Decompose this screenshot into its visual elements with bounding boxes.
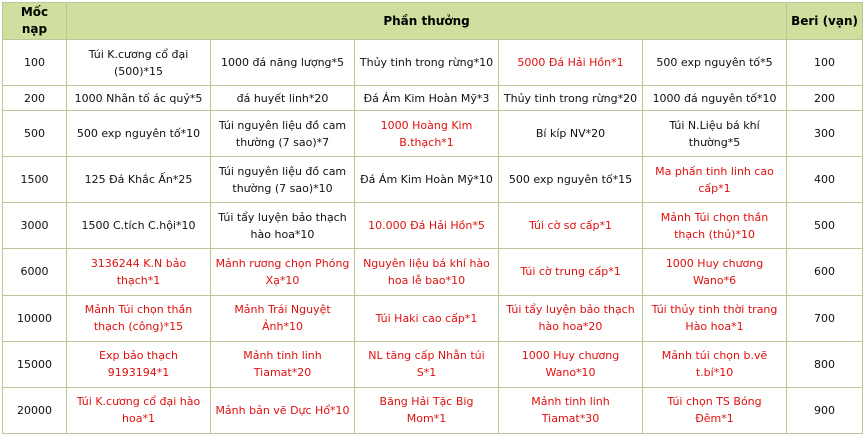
moc-nap-cell: 1500: [3, 157, 67, 203]
reward-cell: 5000 Đá Hải Hồn*1: [499, 40, 643, 86]
reward-cell: Băng Hải Tặc Big Mom*1: [355, 387, 499, 433]
table-row: [3, 295, 863, 341]
moc-nap-cell: 500: [3, 111, 67, 157]
reward-cell: Túi tẩy luyện bảo thạch hào hoa*10: [211, 203, 355, 249]
beri-cell: 200: [787, 86, 863, 111]
beri-cell: 800: [787, 341, 863, 387]
table-row: [3, 387, 863, 433]
beri-cell: 500: [787, 203, 863, 249]
reward-cell: 1500 C.tích C.hội*10: [67, 203, 211, 249]
moc-nap-cell: 15000: [3, 341, 67, 387]
reward-cell: 10.000 Đá Hải Hồn*5: [355, 203, 499, 249]
beri-cell: 300: [787, 111, 863, 157]
moc-nap-cell: 10000: [3, 295, 67, 341]
reward-cell: 1000 đá nguyên tố*10: [643, 86, 787, 111]
reward-cell: Túi K.cương cổ đại (500)*15: [67, 40, 211, 86]
reward-cell: 1000 Hoàng Kim B.thạch*1: [355, 111, 499, 157]
reward-cell: 500 exp nguyên tố*5: [643, 40, 787, 86]
reward-cell: Túi thủy tinh thời trang Hào hoa*1: [643, 295, 787, 341]
reward-cell: 3136244 K.N bảo thạch*1: [67, 249, 211, 295]
moc-nap-cell: 3000: [3, 203, 67, 249]
moc-nap-cell: 100: [3, 40, 67, 86]
reward-cell: Túi tẩy luyện bảo thạch hào hoa*20: [499, 295, 643, 341]
reward-cell: NL tăng cấp Nhẫn túi S*1: [355, 341, 499, 387]
beri-cell: 100: [787, 40, 863, 86]
moc-nap-cell: 6000: [3, 249, 67, 295]
header-beri: Beri (vạn): [787, 3, 863, 40]
reward-cell: đá huyết linh*20: [211, 86, 355, 111]
table-row: [3, 40, 863, 86]
moc-nap-cell: 20000: [3, 387, 67, 433]
reward-cell: Ma phấn tinh linh cao cấp*1: [643, 157, 787, 203]
reward-cell: Túi Haki cao cấp*1: [355, 295, 499, 341]
reward-cell: 500 exp nguyên tố*15: [499, 157, 643, 203]
reward-cell: Mảnh Túi chọn thần thạch (công)*15: [67, 295, 211, 341]
reward-cell: 1000 đá năng lượng*5: [211, 40, 355, 86]
reward-cell: Mảnh rương chọn Phóng Xạ*10: [211, 249, 355, 295]
beri-cell: 400: [787, 157, 863, 203]
reward-cell: Đá Ám Kim Hoàn Mỹ*10: [355, 157, 499, 203]
table-row: [3, 203, 863, 249]
reward-cell: Mảnh túi chọn b.vẽ t.bí*10: [643, 341, 787, 387]
reward-cell: Exp bảo thạch 9193194*1: [67, 341, 211, 387]
reward-cell: Mảnh tinh linh Tiamat*30: [499, 387, 643, 433]
table-row: [3, 111, 863, 157]
beri-cell: 900: [787, 387, 863, 433]
beri-cell: 700: [787, 295, 863, 341]
reward-cell: Túi chọn TS Bóng Đêm*1: [643, 387, 787, 433]
reward-cell: Mảnh tinh linh Tiamat*20: [211, 341, 355, 387]
reward-cell: Mảnh bản vẽ Dực Hổ*10: [211, 387, 355, 433]
rewards-table: [2, 2, 863, 434]
beri-cell: 600: [787, 249, 863, 295]
header-phan-thuong: Phần thưởng: [67, 3, 787, 40]
moc-nap-cell: 200: [3, 86, 67, 111]
header-row: [3, 3, 863, 40]
reward-cell: 500 exp nguyên tố*10: [67, 111, 211, 157]
reward-cell: Nguyên liệu bá khí hào hoa lễ bao*10: [355, 249, 499, 295]
table-row: [3, 249, 863, 295]
reward-cell: Túi N.Liệu bá khí thường*5: [643, 111, 787, 157]
reward-cell: Túi K.cương cổ đại hào hoa*1: [67, 387, 211, 433]
reward-cell: 1000 Huy chương Wano*6: [643, 249, 787, 295]
reward-cell: Mảnh Trái Nguyệt Ảnh*10: [211, 295, 355, 341]
reward-cell: Túi cờ trung cấp*1: [499, 249, 643, 295]
reward-cell: 1000 Nhân tố ác quỷ*5: [67, 86, 211, 111]
reward-cell: Túi nguyên liệu đồ cam thường (7 sao)*7: [211, 111, 355, 157]
table-row: [3, 341, 863, 387]
reward-cell: Đá Ám Kim Hoàn Mỹ*3: [355, 86, 499, 111]
reward-cell: 125 Đá Khắc Ấn*25: [67, 157, 211, 203]
reward-cell: 1000 Huy chương Wano*10: [499, 341, 643, 387]
table-row: [3, 86, 863, 111]
table-row: [3, 157, 863, 203]
reward-cell: Bí kíp NV*20: [499, 111, 643, 157]
header-moc-nap: Mốc nạp: [3, 3, 67, 40]
reward-cell: Mảnh Túi chọn thần thạch (thủ)*10: [643, 203, 787, 249]
reward-cell: Túi nguyên liệu đồ cam thường (7 sao)*10: [211, 157, 355, 203]
reward-cell: Túi cờ sơ cấp*1: [499, 203, 643, 249]
reward-cell: Thủy tinh trong rừng*10: [355, 40, 499, 86]
reward-cell: Thủy tinh trong rừng*20: [499, 86, 643, 111]
